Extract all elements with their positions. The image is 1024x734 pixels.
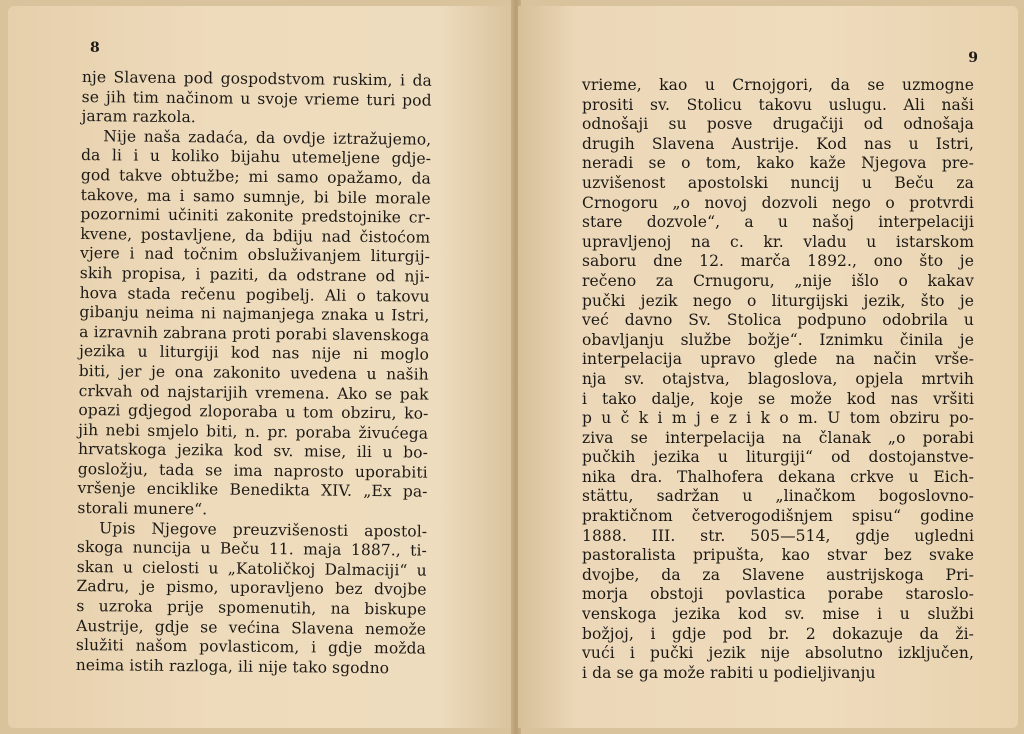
- text-line: skoga nuncija u Beču 11. maja 1887., ti-: [76, 538, 428, 560]
- text-line: pastoralista pripušta, kao stvar bez svake: [582, 546, 974, 565]
- text-line: interpelacija upravo glede na način vrše-: [582, 350, 974, 369]
- text-line: upravljenoj na c. kr. vladu u istarskom: [582, 232, 974, 251]
- text-line: kvene, postavljene, da bdiju nad čistoćom: [80, 224, 431, 247]
- text-line: prositi sv. Stolicu takovu uslugu. Ali naši: [582, 95, 974, 114]
- text-line: jezika u liturgiji kod nas nije ni moglo: [78, 342, 430, 364]
- text-line: god takve obtužbe; mi samo opažamo, da: [80, 165, 431, 188]
- text-line: vjere i nad točnim obsluživanjem liturgij-: [79, 244, 431, 266]
- text-line: biti, jer je ona zakonito uvedena u naših: [78, 361, 429, 384]
- text-line: i da se ga može rabiti u podieljivanju: [582, 663, 876, 682]
- text-line: s uzroka prije spomenutih, na biskupe: [76, 597, 427, 619]
- text-line: gosložju, tada se ima naprosto uporabiti: [77, 459, 428, 482]
- text-line: takove, ma i samo sumnje, bi bile morale: [80, 185, 431, 208]
- text-line: Nije naša zadaća, da ovdje iztražujemo,: [103, 127, 432, 149]
- text-line: hrvatskoga jezika kod sv. mise, ili u bo-: [77, 440, 429, 462]
- text-line: skan u cielosti u „Katoličkoj Dalmaciji“ u: [76, 557, 427, 580]
- text-line: crkvah od najstarijih vremena. Ako se pak: [78, 381, 429, 404]
- text-line: nja sv. otajstva, blagoslova, opjela mrtvih: [582, 369, 974, 388]
- text-line: neradi se o tom, kako kaže Njegova pre-: [582, 154, 974, 173]
- text-line: pučkih jezika u liturgiji“ od dostojanstve-: [582, 448, 974, 467]
- page-text: [76, 68, 432, 679]
- page-number: 8: [90, 40, 100, 56]
- text-line: već davno Sv. Stolica podpuno odobrila u: [582, 311, 974, 330]
- text-line: vući i pučki jezik nije absolutno izključen,: [582, 644, 974, 663]
- text-line: storali munere“.: [77, 499, 208, 519]
- text-line: jih nebi smjelo biti, n. pr. poraba živućega: [78, 420, 429, 443]
- text-line: božjoj, i gdje pod br. 2 dokazuje da ži-: [582, 624, 974, 643]
- text-line: nje Slavena pod gospodstvom ruskim, i da: [81, 68, 432, 90]
- page-text: [582, 76, 974, 683]
- text-line: dvojbe, da za Slavene austrijskoga Pri-: [582, 565, 974, 584]
- text-line: Zadru, je pismo, uporavljeno bez dvojbe: [76, 577, 427, 600]
- text-line: uzvišenost apostolski nuncij u Beču za: [582, 173, 974, 192]
- text-line: da li i u koliko bijahu utemeljene gdje-: [80, 146, 432, 169]
- text-line: venskoga jezika kod sv. mise i u službi: [582, 605, 974, 624]
- text-line: ziva se interpelacija na članak „o porabi: [582, 428, 974, 447]
- text-line: 1888. III. str. 505—514, gdje ugledni: [582, 526, 974, 545]
- text-line: Austrije, gdje se većina Slavena nemože: [76, 616, 427, 639]
- text-line: odnošaji su posve drugačiji od odnošaja: [582, 115, 974, 134]
- text-line: služiti našom povlasticom, i gdje možda: [75, 636, 427, 658]
- text-line: praktičnom četverogodišnjem spisu“ godine: [582, 507, 974, 526]
- text-line: drugih Slavena Austrije. Kod nas u Istri,: [582, 134, 974, 153]
- text-line: gibanju neima ni najmanjega znaka u Istri,: [79, 303, 430, 325]
- page-number: 9: [968, 50, 978, 66]
- text-line: opazi gdjegod zloporaba u tom obziru, ko-: [78, 401, 429, 423]
- text-line: stättu, sadržan u „linačkom bogoslovno-: [582, 487, 974, 506]
- text-line: rečeno za Crnugoru, „nije išlo o kakav: [582, 271, 974, 290]
- text-line: pozornimi učiniti zakonite predstojnike cr-: [80, 205, 431, 227]
- right-page: [518, 6, 1018, 728]
- text-line: i tako dalje, koje se može kod nas vršiti: [582, 389, 974, 408]
- text-line: a izravnih zabrana proti porabi slavenskoga: [79, 322, 430, 345]
- text-line: neima istih razloga, ili nije tako sgodno: [75, 655, 390, 678]
- left-page: [8, 6, 514, 728]
- text-line: morja obstoji povlastica porabe staroslo-: [582, 585, 974, 604]
- text-line: obavljanju službe božje“. Iznimku činila je: [582, 330, 974, 349]
- text-line: p u č k i m j e z i k o m. U tom obziru po-: [582, 409, 974, 428]
- text-line: vršenje enciklike Benedikta XIV. „Ex pa-: [77, 479, 428, 502]
- text-line: saboru dne 12. marča 1892., ono što je: [582, 252, 974, 271]
- text-line: nika dra. Thalhofera dekana crkve u Eich-: [582, 467, 974, 486]
- text-line: pučki jezik nego o liturgijski jezik, što je: [582, 291, 974, 310]
- text-line: Crnogoru „o novoj dozvoli nego o protvrdi: [582, 193, 974, 212]
- text-line: stare dozvole“, a u našoj interpelaciji: [582, 213, 974, 232]
- text-line: vrieme, kao u Crnojgori, da se uzmogne: [582, 76, 974, 94]
- text-line: hova stada rečenu pogibelj. Ali o takovu: [79, 283, 430, 306]
- text-line: Upis Njegove preuzvišenosti apostol-: [99, 518, 428, 541]
- text-line: jaram razkola.: [81, 107, 196, 127]
- text-line: skih propisa, i paziti, da odstrane od nji-: [79, 263, 430, 286]
- text-line: se jih tim načinom u svoje vrieme turi pod: [81, 87, 432, 110]
